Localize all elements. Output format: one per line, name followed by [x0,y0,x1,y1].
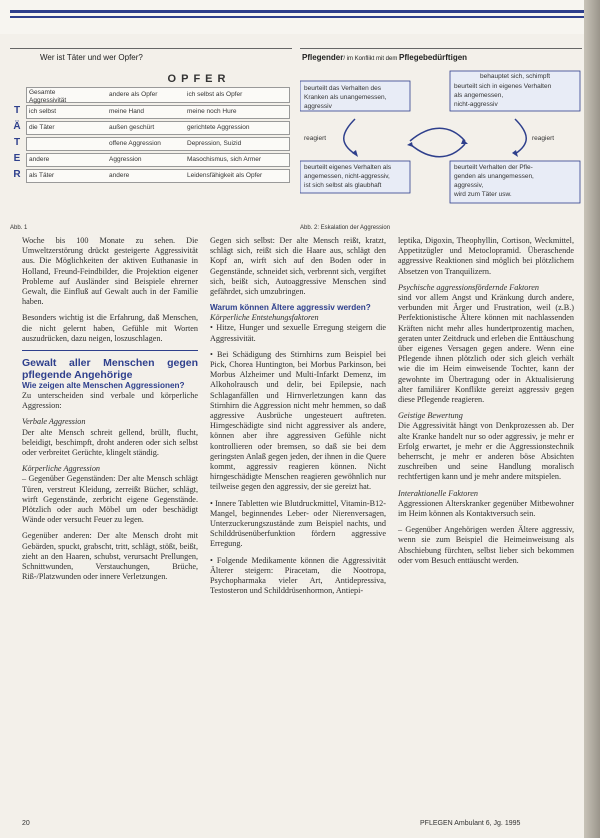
paragraph: Besonders wichtig ist die Erfahrung, daß Menschen, die nicht gelernt haben, Gefühle mit Worten auszudrücken, dazu neigen, loszuschlagen. [22,313,198,343]
table-row [26,169,290,183]
figure-2-title-part: / im Konflikt mit dem [343,56,400,62]
table-cell: gerichtete Aggression [187,124,250,131]
text-column-3 [398,236,574,572]
subsection-title: Interaktionelle Faktoren [398,488,478,498]
taeter-letter: E [13,153,21,164]
paragraph: Zu unterscheiden sind verbale und körperliche Aggression: [22,391,198,411]
paragraph: • Bei Schädigung des Stirnhirns zum Beispiel bei Pick, Chorea Huntington, bei Morbus Parkinson, bei Morbus Alzheimer und Multi-Infarkt Demenz, im Alkoholrausch und delir, bei Epilepsie, nach Schlaganfällen und Hirnverletzungen kann das Stirnhirn die Aggression nicht mehr hemmen, so daß aggressive Ausbrüche ungesteuert auftreten. Hirngeschädigte sind nicht aggressiver als andere, können aber ihre aggressiven Gefühle nicht kontrollieren oder bremsen, so daß sie bei dem geringsten Anlaß gegen jeden, der ihnen in die Quere kommt, aggressiv reagieren können. Nicht hirngeschädigte Menschen reagieren gewöhnlich nur teilweise gegen den aggressiv, der sie gereizt hat. [210,349,386,492]
escalation-label: reagiert [304,135,327,142]
header-rule [10,10,584,13]
escalation-label: beurteilt sich in eigenes Verhalten [454,83,552,90]
header-rule-thin [10,16,584,18]
section-heading: Gewalt aller Menschen gegen pflegende Angehörige [22,357,198,382]
paragraph: Gegen sich selbst: Der alte Mensch reißt, kratzt, schlägt sich, reißt sich die Haare aus, schlägt den Kopf an, wirft sich auf den Boden oder in Gegenstände, schneidet sich, verbrennt sich, vergiftet sich, beißt sich, Autoaggressive Menschen sind gefährdet, sich umzubringen. [210,236,386,297]
paragraph: – Gegenüber Angehörigen werden Ältere aggressiv, wenn sie zum Beispiel die Heimeinweisung als Abschiebung fürchten, selbst lieber sich bekommen oder vom Besuch enttäuscht werden. [398,525,574,565]
paragraph: Woche bis 100 Monate zu sehen. Die Umweltzerstörung drückt gesteigerte Aggressivität aus. Die Möglichkeiten der aktiven Euthanasie in Holland, Freund-Feindbilder, die Projektion eigener Probleme auf Ausländer sind Beispiele ehrerner Gewalt, die Einfluß auf Gewalt auch in der Familie haben. [22,236,198,307]
subsection-title: Verbale Aggression [22,417,86,427]
figure-2-title-part: Pflegebedürftigen [399,53,468,62]
table-cell: offene Aggression [109,140,161,147]
table-header-cell: andere als Opfer [109,91,158,98]
right-edge-shadow [584,0,600,838]
figure-1-title: Wer ist Täter und wer Opfer? [40,53,143,62]
subheading: Wie zeigen alte Menschen Aggressionen? [22,381,185,391]
taeter-letter: T [13,137,21,148]
escalation-label: beurteilt das Verhalten des [304,85,381,92]
figure-1-caption: Abb. 1 [10,225,28,231]
escalation-label: reagiert [532,135,555,142]
paragraph: • Hitze, Hunger und sexuelle Erregung steigern die Aggressivität. [210,323,386,343]
subsection-title: Körperliche Entstehungsfaktoren [210,313,319,323]
section-divider [22,350,198,351]
subsection-title: Körperliche Aggression [22,464,101,474]
page-number: 20 [22,820,30,827]
paragraph: leptika, Digoxin, Theophyllin, Cortison, Weckmittel, Appetitzügler und Metoclopramid. Überaschende aggressive Reaktionen sind möglich bei plötzlichem Absetzen von Tranquilizern. [398,236,574,276]
escalation-label: als angemessen, [454,92,504,99]
escalation-label: aggressiv, [454,182,484,189]
table-header-cell: ich selbst als Opfer [187,91,243,98]
paragraph: Die Aggressivität hängt von Denkprozessen ab. Der alte Kranke handelt nur so oder aggressiv, je mehr er Erfolg erwartet, je mehr er die Aggressionstechnik beherrscht, je mehr er anderen böse Absichten zuschreiben und seine Handlung moralisch rechtfertigen kann und je mehr andere mitspielen. [398,421,574,482]
top-band [0,0,584,34]
table-cell: andere [109,172,130,179]
escalation-label: nicht-aggressiv [454,101,498,108]
escalation-label: beurteilt Verhalten der Pfle- [454,164,533,171]
escalation-label: wird zum Täter usw. [454,191,512,198]
table-cell: meine Hand [109,108,145,115]
table-row [26,105,290,119]
escalation-label: aggressiv [304,103,332,110]
paragraph: Gegenüber anderen: Der alte Mensch droht mit Gebärden, spuckt, grabscht, tritt, schlägt, stößt, beißt, zieht an den Haaren, schubst, verursacht Prellungen, Schnittwunden, Verstauchungen, Brüche, Riß-/Platzwunden oder innere Verletzungen. [22,531,198,582]
figure-2-caption: Abb. 2: Eskalation der Aggression [300,225,391,231]
subsection-title: Psychische aggressionsfördernde Faktoren [398,282,539,292]
escalation-label: beurteilt eigenes Verhalten als [304,164,392,171]
table-header-cell: Gesamte Aggressivität [29,89,67,104]
table-cell: außen geschürt [109,124,155,131]
paragraph: • Innere Tabletten wie Blutdruckmittel, Vitamin-B12-Mangel, beginnendes Leber- oder Nierenversagen, Unterzuckerungszustände zum Beispiel nachts, und Schilddrüsenüberfunktion fördern aggressive Erregung. [210,498,386,549]
opfer-header: OPFER [167,73,231,85]
table-row [26,137,290,151]
table-cell: Depression, Suizid [187,140,242,147]
figure-2 [300,48,582,231]
escalation-label: behauptet sich, schimpft [480,73,551,80]
table-cell: Aggression [109,156,142,163]
figure-2-title-part: Pflegender [302,53,344,62]
table-row [26,153,290,167]
subsection-title: Geistige Bewertung [398,411,463,421]
paragraph: sind vor allem Angst und Kränkung durch andere, verbunden mit Ärger und Frustration, weil (z.B.) Perfektionistische Ältere können mit nachlassenden Kräften nicht mehr alles hundertprozentig machen, geraten unter Zeitdruck und erleben die Enttäuschung über eigenes Versagen gegen andere. Wenn eine Pflegende ihnen plötzlich oder sich gleich verhält wie die im Heim einweisende Tochter, kann der gewohnte im Übertragung oder in Aktualisierung alter familiärer Konflikte gereizt aggressiv gegen diese Pflegende reagieren. [398,293,574,405]
figure-1 [10,48,292,231]
paragraph: Der alte Mensch schreit gellend, brüllt, flucht, beleidigt, beschimpft, droht anderen oder sich selbst oder verbreitet Gerüchte, klingelt ständig. [22,427,198,458]
table-cell: Masochismus, sich Armer [187,156,262,163]
taeter-letter: R [13,169,21,180]
table-header-row [26,87,290,103]
text-column-2 [210,236,386,603]
escalation-label: Kranken als unangemessen, [304,94,387,101]
table-cell: Leidensfähigkeit als Opfer [187,172,263,179]
table-cell: als Täter [29,172,55,179]
table-cell: meine noch Hure [187,108,237,115]
table-cell: ich selbst [29,108,57,115]
taeter-letter: T [13,105,21,116]
escalation-label: angemessen, nicht-aggressiv, [304,173,390,180]
table-cell: andere [29,156,50,163]
table-row [26,121,290,135]
paragraph: • Folgende Medikamente können die Aggressivität Älterer steigern: Piracetam, die Nootropa, Psychopharmaka vieler Art, Antidepressiva, Testosteron und Schilddrüsenhormon, Antiepi- [210,555,386,596]
table-cell: die Täter [29,124,55,131]
taeter-letter: Ä [13,121,21,132]
journal-footer: PFLEGEN Ambulant 6, Jg. 1995 [420,820,521,827]
paragraph: – Gegenüber Gegenständen: Der alte Mensch schlägt Türen, verstreut Kleidung, zerreißt Bücher, schlägt, wirft Gegenstände, zerbricht eigene Gegenstände. Plötzlich oder auch Möbel um oder beschädigt Wände oder versucht Feuer zu legen. [22,474,198,525]
section-heading: Warum können Ältere aggressiv werden? [210,303,371,313]
paragraph: Aggressionen Alterskranker gegenüber Mitbewohner im Heim können als Kontaktversuch sein. [398,498,574,519]
escalation-label: genden als unangemessen, [454,173,534,180]
escalation-label: ist sich selbst als glaubhaft [304,182,382,189]
text-column-1 [22,236,198,588]
